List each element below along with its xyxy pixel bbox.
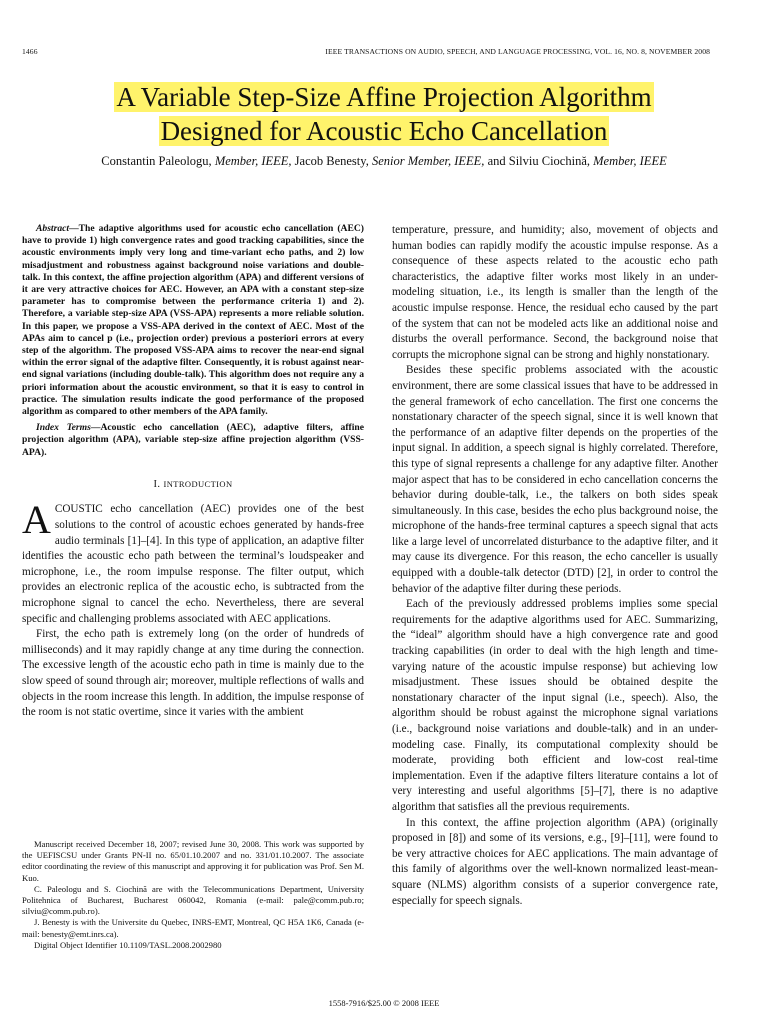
author-2-role: Senior Member, IEEE, — [371, 154, 485, 168]
right-paragraph-4: In this context, the affine projection algorithm (APA) (originally proposed in [8]) and some of its versions, e.g., [9]–[11], were found to be very attractive choices for AEC applications. The main advantage of this family of algorithms over the well-known normalized least-mean-square (NLMS) algorithm consists of a superior convergence rate, especially for speech signals. — [392, 816, 718, 907]
author-3-role: Member, IEEE — [593, 154, 667, 168]
page-number: 1466 — [22, 47, 38, 56]
author-1-role: Member, IEEE, — [214, 154, 292, 168]
intro-paragraph-1 — [22, 497, 364, 627]
index-terms-label: Index Terms — [36, 422, 91, 434]
section-numeral: I. — [153, 478, 161, 490]
intro-paragraph-2: First, the echo path is extremely long (on the order of hundreds of milliseconds) and it may rapidly change at any time during the connection. The excessive length of the acoustic echo path in time is mainly due to the slow speed of sound through air; moreover, multiple reflections of walls and objects in the room increase this length. In addition, the impulse response of the room is not static overtime, since it varies with the ambient — [22, 628, 364, 719]
title-line-1: A Variable Step-Size Affine Projection Algorithm — [116, 82, 652, 112]
index-terms-text: —Acoustic echo cancellation (AEC), adaptive filters, affine projection algorithm (APA), variable step-size affine projection algorithm (VSS-APA). — [22, 422, 364, 458]
title-line-2: Designed for Acoustic Echo Cancellation — [160, 116, 608, 146]
right-paragraph-2: Besides these specific problems associated with the acoustic environment, there are some classical issues that have to be addressed in the general framework of echo cancellation. The first one concerns the nonstationary character of the speech signal, since it is well known that the performance of an adaptive filter depends on the properties of the input signal. In addition, a speech signal is highly correlated. Therefore, this type of signal represents a challenge for any adaptive filter. Another major aspect that has to be considered in echo cancellation concerns the behavior during double-talk, i.e., the talkers on both sides speak simultaneously. In this case, besides the echo plus background noise, the microphone of the hands-free terminal captures a speech signal that acts like a large level of uncorrelated disturbance to the adaptive filter, and it may cause its divergence. For this reason, the echo canceller is usually equipped with a double-talk detector (DTD) [2], in order to control the behavior of the adaptive filter during these periods. — [392, 364, 718, 595]
section-heading-introduction — [22, 477, 364, 493]
paper-title — [0, 80, 768, 148]
footnote-manuscript: Manuscript received December 18, 2007; revised June 30, 2008. This work was supported by the UEFISCSU under Grants PN-II no. 65/01.10.2007 and no. 331/01.10.2007. The associate editor coordinating the review of this manuscript and approving it for publication was Prof. Sen M. Kuo. — [22, 839, 364, 883]
author-3-name: Silviu Ciochină, — [508, 154, 590, 168]
right-column — [392, 223, 718, 909]
footnote-doi: Digital Object Identifier 10.1109/TASL.2008.2002980 — [34, 939, 222, 950]
author-2-name: Jacob Benesty, — [294, 154, 369, 168]
abstract-text: —The adaptive algorithms used for acoustic echo cancellation (AEC) have to provide 1) high convergence rates and good tracking capabilities, since the acoustic environments imply very long and time-variant echo paths, and 2) low misadjustment and robustness against background noise variations and double-talk. In this context, the affine projection algorithm (APA) and different versions of it are very attractive choices for AEC. However, an APA with a constant step-size parameter has to compromise between the performance criteria 1) and 2). Therefore, a variable step-size APA (VSS-APA) represents a more reliable solution. In this paper, we propose a VSS-APA derived in the context of AEC. Most of the APAs aim to cancel p (i.e., projection order) previous a posteriori errors at every step of the algorithm. The proposed VSS-APA aims to recover the near-end signal within the error signal of the adaptive filter. Consequently, it is robust against near-end signal variations (including double-talk). This algorithm does not require any a priori information about the acoustic environment, so that it is easy to control in practice. The simulation results indicate the good performance of the proposed algorithm as compared to other members of the APA family. — [22, 223, 364, 418]
footnotes — [22, 839, 364, 951]
abstract — [22, 223, 364, 418]
copyright-footer: 1558-7916/$25.00 © 2008 IEEE — [328, 998, 440, 1008]
right-paragraph-1: temperature, pressure, and humidity; also, movement of objects and human bodies can rapidly modify the acoustic impulse response. As a consequence of these aspects related to the acoustic echo path characteristics, the adaptive filter works most likely in an under-modeling situation, i.e., its length is smaller than the length of the acoustic impulse response. Hence, the residual echo caused by the part of the system that can not be modeled acts like an additional noise and disturbs the overall performance. Second, the background noise that corrupts the microphone signal can be strong and highly nonstationary. — [392, 224, 718, 361]
journal-name: IEEE TRANSACTIONS ON AUDIO, SPEECH, AND LANGUAGE PROCESSING, VOL. 16, NO. 8, NOVEMBER 2008 — [325, 47, 710, 56]
author-1-name: Constantin Paleologu, — [101, 154, 212, 168]
intro-paragraph-1-text: COUSTIC echo cancellation (AEC) provides one of the best solutions to the control of acoustic echoes generated by hands-free audio terminals [1]–[4]. In this type of application, an adaptive filter identifies the acoustic echo path between the terminal’s loudspeaker and microphone, i.e., the room impulse response. The filter output, which provides an electronic replica of the acoustic echo, is subtracted from the microphone signal to cancel the echo. Nevertheless, there are several specific and challenging problems associated with AEC applications. — [22, 503, 364, 625]
footnote-affiliation-1: C. Paleologu and S. Ciochină are with the Telecommunications Department, University Politehnica of Bucharest, Bucharest 060042, Romania (e-mail: pale@comm.pub.ro; silviu@comm.pub.ro). — [22, 883, 364, 917]
left-column — [22, 223, 364, 721]
author-list — [0, 154, 768, 169]
abstract-label: Abstract — [36, 223, 70, 234]
drop-cap: A — [22, 497, 51, 543]
right-paragraph-3: Each of the previously addressed problems implies some special requirements for the adaptive algorithms used for AEC. Summarizing, the “ideal” algorithm should have a high convergence rate and good tracking capabilities (in order to deal with the high length and time-varying nature of the acoustic impulse response) but achieving low misadjustment. These issues should be obtained despite the nonstationary character of the input signal (i.e., speech). Also, the algorithm should be robust against the microphone signal variations (i.e., background noise variations and double-talk) and in an under-modeling case. Finally, its computational complexity should be moderate, providing both efficient and low-cost real-time implementation. Even if the adaptive filters literature contains a lot of very interesting and useful algorithms [5]–[7], there is no adaptive algorithm that satisfies all the previous requirements. — [392, 598, 718, 813]
running-header — [22, 47, 710, 59]
index-terms — [22, 422, 364, 459]
footnote-affiliation-2: J. Benesty is with the Universite du Quebec, INRS-EMT, Montreal, QC H5A 1K6, Canada (e-mail: benesty@emt.inrs.ca). — [22, 917, 364, 939]
section-title: INTRODUCTION — [163, 478, 233, 489]
author-conjunction: and — [487, 154, 506, 168]
